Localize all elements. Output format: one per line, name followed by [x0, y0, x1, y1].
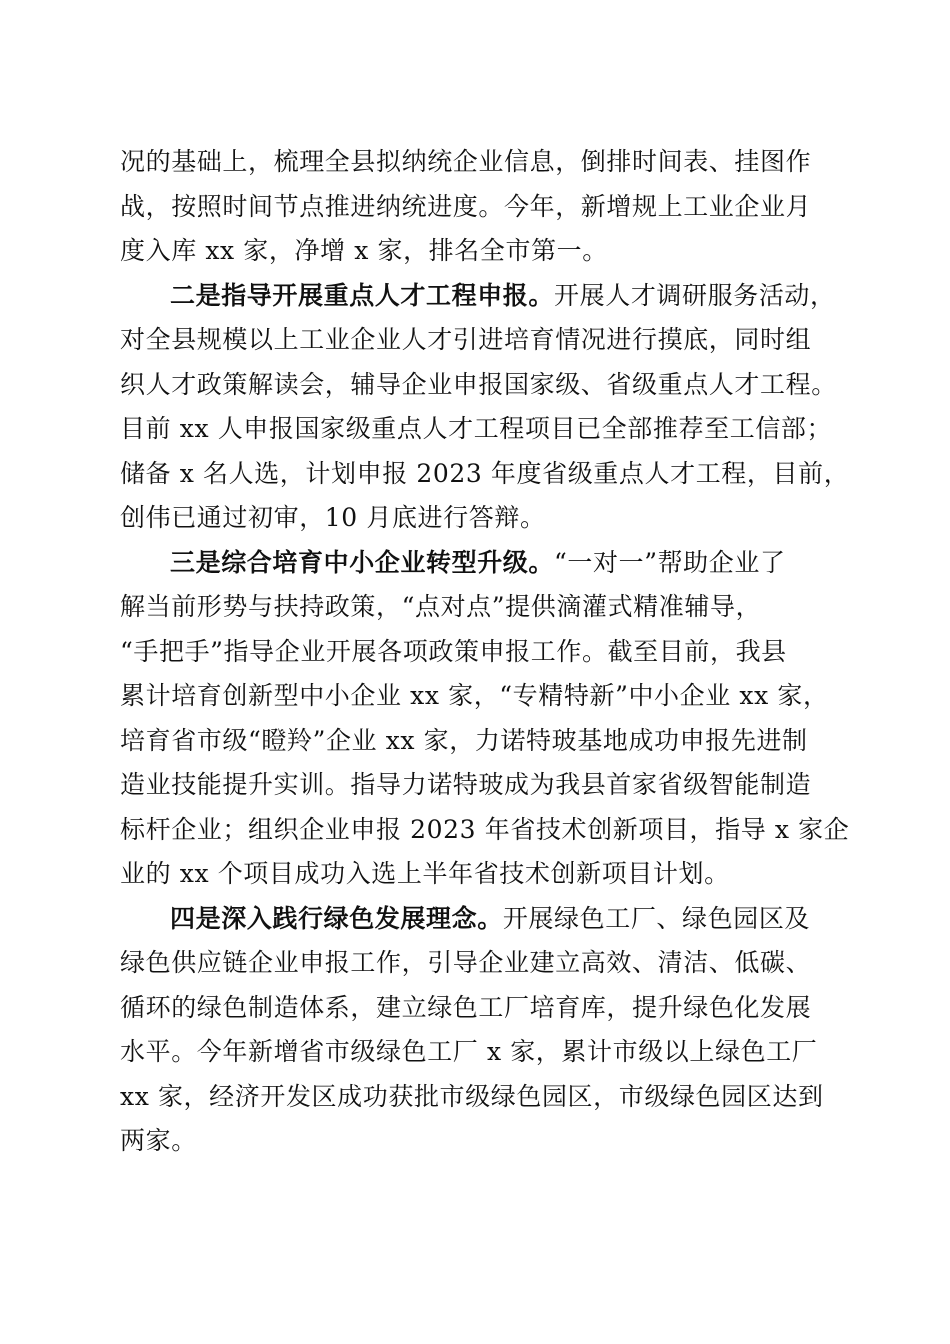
- text-line: 培育省市级“瞪羚”企业 xx 家，力诺特玻基地成功申报先进制: [120, 725, 808, 755]
- text-line: 创伟已通过初审，10 月底进行答辩。: [120, 503, 546, 532]
- document-body: [120, 140, 850, 1164]
- paragraph-2: [120, 274, 850, 541]
- paragraph-4: [120, 897, 840, 1164]
- paragraph-lead-heading: 三是综合培育中小企业转型升级。: [170, 547, 555, 577]
- text-line: 循环的绿色制造体系，建立绿色工厂培育库，提升绿色化发展: [120, 992, 812, 1022]
- text-line: 造业技能提升实训。指导力诺特玻成为我县首家省级智能制造: [120, 770, 812, 799]
- text-line: xx 家，经济开发区成功获批市级绿色园区，市级绿色园区达到: [120, 1081, 824, 1111]
- text-line: “手把手”指导企业开展各项政策申报工作。截至目前，我县: [120, 636, 787, 666]
- paragraph-first-line: [120, 274, 840, 319]
- text-line: 解当前形势与扶持政策，“点对点”提供滴灌式精准辅导，: [120, 592, 762, 621]
- text-line: 标杆企业；组织企业申报 2023 年省技术创新项目，指导 x 家企: [120, 814, 850, 844]
- text-line: 对全县规模以上工业企业人才引进培育情况进行摸底，同时组: [120, 325, 812, 354]
- text-line: 织人才政策解读会，辅导企业申报国家级、省级重点人才工程。: [120, 369, 837, 399]
- text-line: 绿色供应链企业申报工作，引导企业建立高效、清洁、低碳、: [120, 948, 812, 977]
- paragraph-lead-rest: 开展绿色工厂、绿色园区及: [502, 903, 811, 933]
- paragraph-first-line: [120, 897, 840, 942]
- paragraph-3: [120, 541, 850, 897]
- text-line: 目前 xx 人申报国家级重点人才工程项目已全部推荐至工信部；: [120, 414, 833, 443]
- paragraph-lead-rest: 开展人才调研服务活动，: [554, 280, 836, 310]
- paragraph-first-line: [120, 541, 840, 586]
- paragraph-lead-heading: 二是指导开展重点人才工程申报。: [170, 280, 555, 310]
- text-line: 储备 x 名人选，计划申报 2023 年度省级重点人才工程，目前，: [120, 458, 850, 488]
- paragraph-lead-rest: “一对一”帮助企业了: [554, 547, 786, 577]
- paragraph-1: [120, 140, 840, 274]
- text-line: 况的基础上，梳理全县拟纳统企业信息，倒排时间表、挂图作: [120, 147, 812, 176]
- text-line: 水平。今年新增省市级绿色工厂 x 家，累计市级以上绿色工厂: [120, 1037, 818, 1066]
- paragraph-lead-heading: 四是深入践行绿色发展理念。: [170, 903, 503, 933]
- text-line: 度入库 xx 家，净增 x 家，排名全市第一。: [120, 236, 608, 265]
- text-line: 业的 xx 个项目成功入选上半年省技术创新项目计划。: [120, 859, 730, 888]
- text-line: 两家。: [120, 1126, 197, 1155]
- text-line: 战，按照时间节点推进纳统进度。今年，新增规上工业企业月: [120, 191, 812, 221]
- text-line: 累计培育创新型中小企业 xx 家，“专精特新”中小企业 xx 家，: [120, 681, 829, 710]
